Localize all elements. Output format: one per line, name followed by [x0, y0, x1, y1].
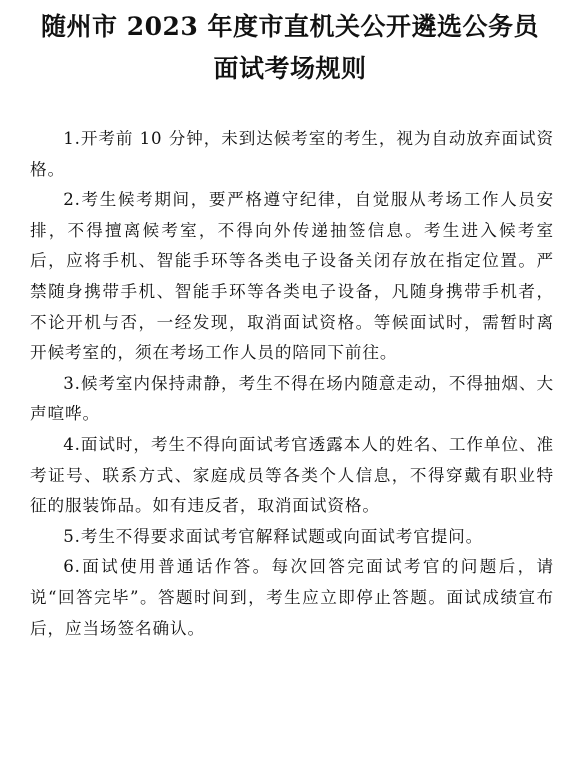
- document-title-line-1: 随州市 2023 年度市直机关公开遴选公务员: [41, 12, 539, 41]
- rule-paragraph-3: 3.候考室内保持肃静，考生不得在场内随意走动，不得抽烟、大声喧哗。: [30, 373, 554, 424]
- rules-body: [30, 124, 554, 644]
- rule-paragraph-1: 1.开考前 10 分钟，未到达候考室的考生，视为自动放弃面试资格。: [30, 129, 554, 179]
- rule-paragraph-2: 2.考生候考期间，要严格遵守纪律，自觉服从考场工作人员安排，不得擅离候考室，不得向外传递抽签信息。考生进入候考室后，应将手机、智能手环等各类电子设备关闭存放在指定位置。严禁随身携带手机、智能手环等各类电子设备，凡随身携带手机者，不论开机与否，一经发现，取消面试资格。等候面试时，需暂时离开候考室的，须在考场工作人员的陪同下前往。: [30, 190, 554, 363]
- rule-paragraph-6: 6.面试使用普通话作答。每次回答完面试考官的问题后，请说“回答完毕”。答题时间到，考生应立即停止答题。面试成绩宣布后，应当场签名确认。: [30, 557, 554, 638]
- rule-paragraph-5: 5.考生不得要求面试考官解释试题或向面试考官提问。: [63, 526, 484, 546]
- rule-paragraph-4: 4.面试时，考生不得向面试考官透露本人的姓名、工作单位、准考证号、联系方式、家庭成员等各类个人信息，不得穿戴有职业特征的服装饰品。如有违反者，取消面试资格。: [30, 434, 554, 516]
- document-title-line-2: 面试考场规则: [213, 54, 367, 83]
